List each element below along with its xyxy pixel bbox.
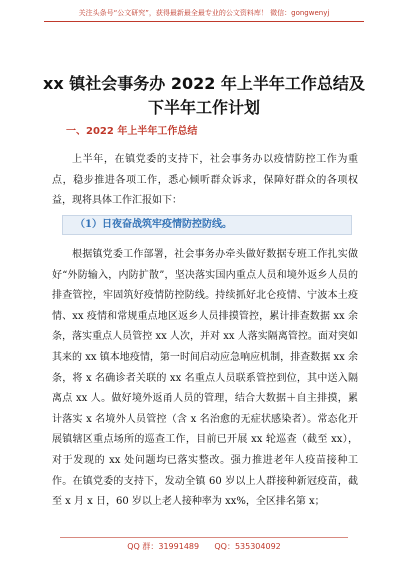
footer-divider bbox=[60, 537, 348, 538]
intro-paragraph: 上半年，在镇党委的支持下，社会事务办以疫情防控工作为重点，稳步推进各项工作，悉心倾听群众诉求，保障好群众的各项权益，现将具体工作汇报如下： bbox=[52, 154, 358, 207]
page-footer: QQ 群：31991489 QQ：535304092 bbox=[127, 542, 281, 551]
epidemic-control-paragraph: 根据镇党委工作部署，社会事务办牵头做好数据专班工作扎实做好“外防输入，内防扩散”，坚决落实国内重点人员和境外返乡人员的排查管控，牢固筑好疫情防控防线。持续抓好北仑疫情、宁波本土疫情、xx 疫情和常规重点地区返乡人员排摸管控，累计排查数据 xx 余条，落实重点人员管控 xx 人次，并对 xx 人落实隔离管控。面对突如其来的 xx 镇本地疫情，第一时间启动应急响应机制，排查数据 xx 余条，将 x 名确诊者关联的 xx 名重点人员联系管控到位，其中送入隔离点 xx 人。做好境外返甬人员的管理，结合大数据＋自主排摸，累计落实 x 名境外人员管控（含 x 名治愈的无症状感染者）。常态化开展镇辖区重点场所的巡查工作，目前已开展 xx 轮巡查（截至 xx），对于发现的 xx 处问题均已落实整改。强力推进老年人疫苗接种工作。在镇党委的支持下，发动全镇 60 岁以上人群接种新冠疫苗，截至 x 月 x 日，60 岁以上老人接种率为 xx%，全区排名第 x； bbox=[52, 249, 358, 508]
page-header: 关注头条号“公文研究”，获得最新最全最专业的公文资料库！ 微信：gongwenyj bbox=[78, 9, 330, 17]
section-heading-first-half-summary: 一、2022 年上半年工作总结 bbox=[66, 126, 198, 137]
subsection-heading-epidemic-control: （1）日夜奋战筑牢疫情防控防线。 bbox=[75, 219, 232, 230]
header-divider bbox=[44, 21, 364, 22]
document-title: xx 镇社会事务办 2022 年上半年工作总结及下半年工作计划 bbox=[43, 74, 365, 117]
